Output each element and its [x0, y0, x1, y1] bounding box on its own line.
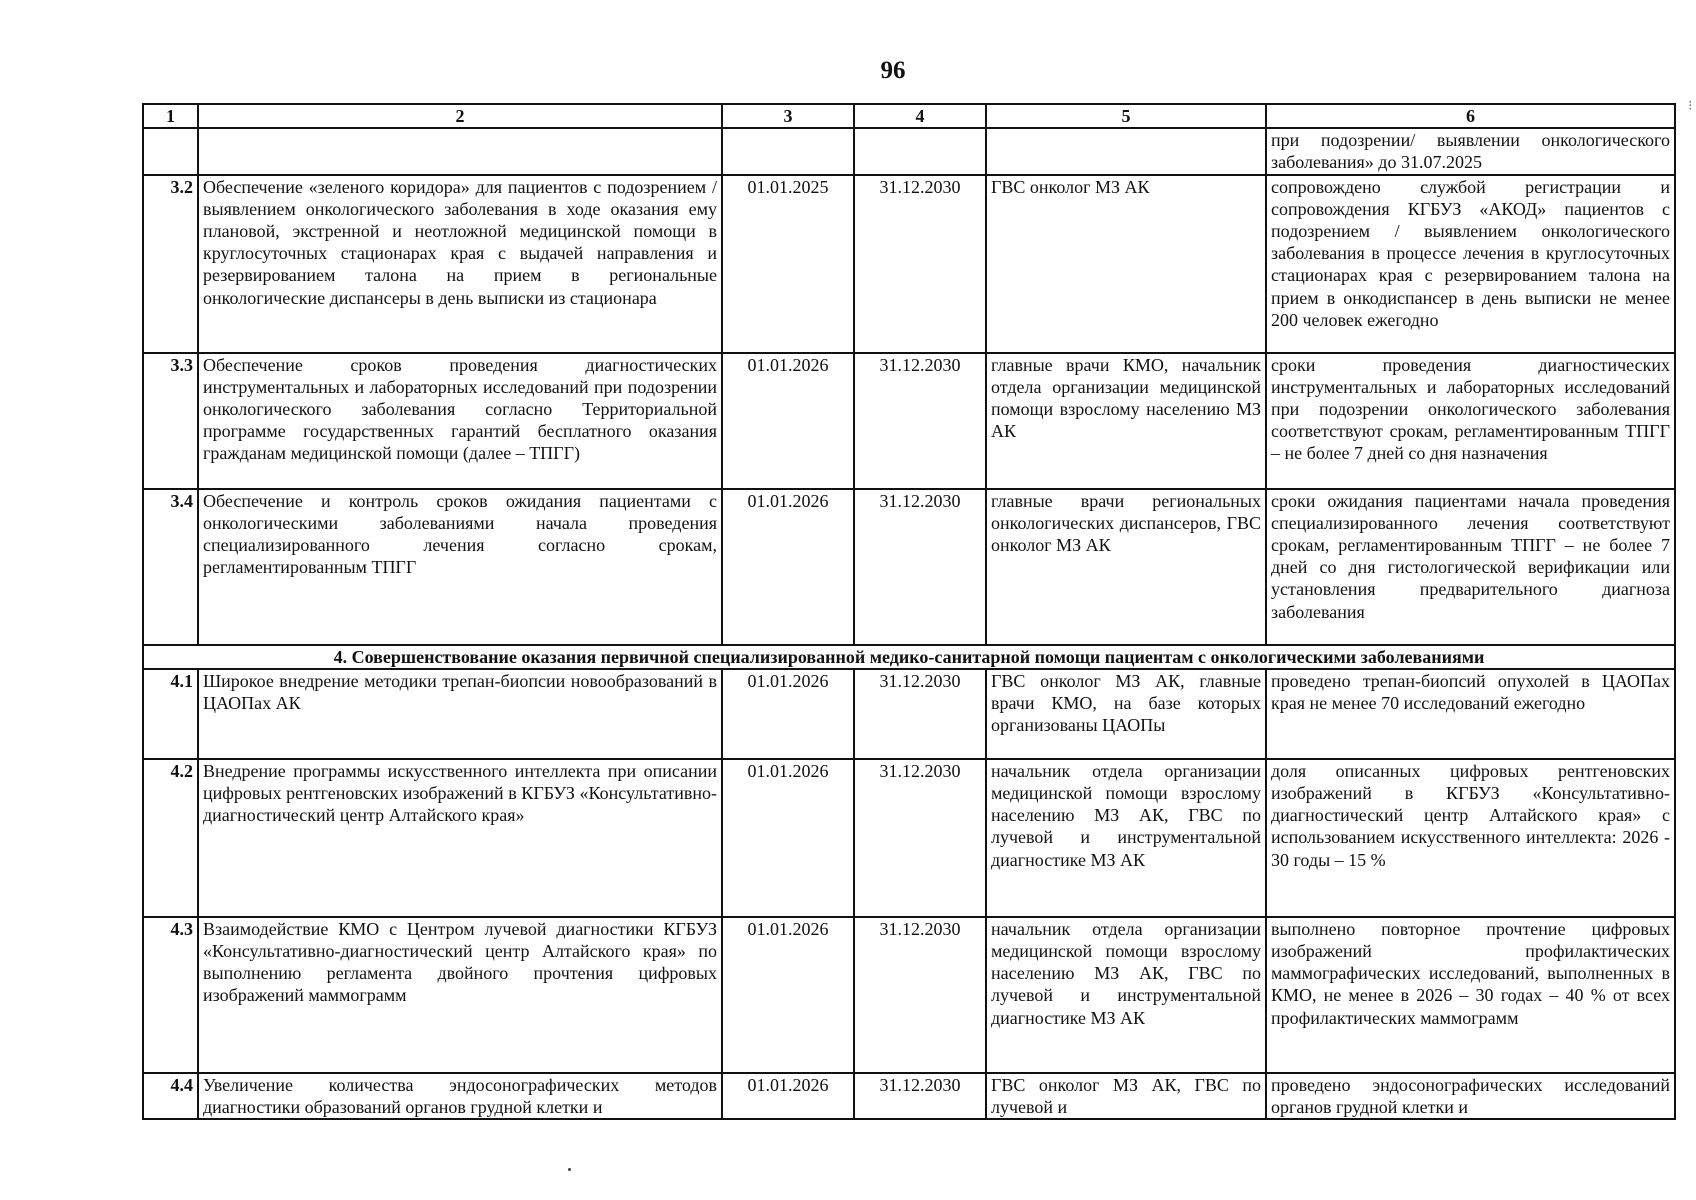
- result-cell: сроки ожидания пациентами начала проведения специализированного лечения соответствуют срокам, регламентированным ТПГГ – не более 7 дней со дня гистологической верификации или установления предварительного диагноза заболевания: [1266, 489, 1675, 645]
- table-row: [143, 1073, 1675, 1119]
- result-cell: при подозрении/ выявлении онкологического заболевания» до 31.07.2025: [1266, 128, 1675, 174]
- activity-name-cell: Обеспечение и контроль сроков ожидания пациентами с онкологическими заболеваниями начала проведения специализированного лечения согласно срокам, регламентированным ТПГГ: [198, 489, 722, 645]
- end-date-cell: 31.12.2030: [854, 175, 986, 353]
- responsible-cell: главные врачи КМО, начальник отдела организации медицинской помощи взрослому населению МЗ АК: [986, 353, 1266, 489]
- end-date-cell: 31.12.2030: [854, 917, 986, 1073]
- end-date-cell: 31.12.2030: [854, 759, 986, 917]
- start-date-cell: 01.01.2026: [722, 489, 854, 645]
- header-cell: 3: [722, 104, 854, 128]
- start-date-cell: 01.01.2026: [722, 1073, 854, 1119]
- continuation-row: [143, 128, 1675, 174]
- item-number-cell: 4.2: [143, 759, 198, 917]
- result-cell: проведено эндосонографических исследований органов грудной клетки и: [1266, 1073, 1675, 1119]
- item-number-cell: 4.1: [143, 669, 198, 759]
- item-number-cell: 3.2: [143, 175, 198, 353]
- header-cell: 5: [986, 104, 1266, 128]
- start-date-cell: 01.01.2026: [722, 759, 854, 917]
- start-date-cell: 01.01.2025: [722, 175, 854, 353]
- responsible-cell: ГВС онколог МЗ АК: [986, 175, 1266, 353]
- item-number-cell: 4.3: [143, 917, 198, 1073]
- activity-name-cell: Увеличение количества эндосонографических методов диагностики образований органов грудной клетки и: [198, 1073, 722, 1119]
- section-heading-row: [143, 645, 1675, 669]
- header-cell: 4: [854, 104, 986, 128]
- end-date-cell: 31.12.2030: [854, 489, 986, 645]
- responsible-cell: ГВС онколог МЗ АК, главные врачи КМО, на базе которых организованы ЦАОПы: [986, 669, 1266, 759]
- responsible-cell: главные врачи региональных онкологических диспансеров, ГВС онколог МЗ АК: [986, 489, 1266, 645]
- section-title: 4. Совершенствование оказания первичной специализированной медико-санитарной помощи пациентам с онкологическими заболеваниями: [143, 645, 1675, 669]
- activities-table: [142, 103, 1676, 1120]
- table-row: [143, 669, 1675, 759]
- activity-name-cell: Широкое внедрение методики трепан-биопсии новообразований в ЦАОПах АК: [198, 669, 722, 759]
- start-date-cell: 01.01.2026: [722, 353, 854, 489]
- activity-name-cell: Взаимодействие КМО с Центром лучевой диагностики КГБУЗ «Консультативно-диагностический центр Алтайского края» по выполнению регламента двойного прочтения цифровых изображений маммограмм: [198, 917, 722, 1073]
- header-cell: 1: [143, 104, 198, 128]
- header-cell: 6: [1266, 104, 1675, 128]
- end-date-cell: 31.12.2030: [854, 669, 986, 759]
- table-row: [143, 759, 1675, 917]
- result-cell: доля описанных цифровых рентгеновских изображений в КГБУЗ «Консультативно-диагностический центр Алтайского края» с использованием искусственного интеллекта: 2026 - 30 годы – 15 %: [1266, 759, 1675, 917]
- result-cell: сроки проведения диагностических инструментальных и лабораторных исследований при подозрении онкологического заболевания соответствуют срокам, регламентированным ТПГГ – не более 7 дней со дня назначения: [1266, 353, 1675, 489]
- header-row: [143, 104, 1675, 128]
- responsible-cell: начальник отдела организации медицинской помощи взрослому населению МЗ АК, ГВС по лучевой и инструментальной диагностике МЗ АК: [986, 917, 1266, 1073]
- activity-name-cell: Внедрение программы искусственного интеллекта при описании цифровых рентгеновских изображений в КГБУЗ «Консультативно-диагностический центр Алтайского края»: [198, 759, 722, 917]
- end-date-cell: 31.12.2030: [854, 1073, 986, 1119]
- responsible-cell: ГВС онколог МЗ АК, ГВС по лучевой и: [986, 1073, 1266, 1119]
- end-date-cell: 31.12.2030: [854, 353, 986, 489]
- scan-edge-mark: ⁝: [1688, 99, 1693, 114]
- result-cell: проведено трепан-биопсий опухолей в ЦАОПах края не менее 70 исследований ежегодно: [1266, 669, 1675, 759]
- table-row: [143, 353, 1675, 489]
- result-cell: сопровождено службой регистрации и сопровождения КГБУЗ «АКОД» пациентов с подозрением / выявлением онкологического заболевания в процессе лечения в круглосуточных стационарах края с резервированием талона на прием в онкодиспансер в день выписки не менее 200 человек ежегодно: [1266, 175, 1675, 353]
- activity-name-cell: Обеспечение сроков проведения диагностических инструментальных и лабораторных исследований при подозрении онкологического заболевания согласно Территориальной программе государственных гарантий бесплатного оказания гражданам медицинской помощи (далее – ТПГГ): [198, 353, 722, 489]
- item-number-cell: 4.4: [143, 1073, 198, 1119]
- responsible-cell: начальник отдела организации медицинской помощи взрослому населению МЗ АК, ГВС по лучевой и инструментальной диагностике МЗ АК: [986, 759, 1266, 917]
- table-row: [143, 175, 1675, 353]
- item-number-cell: 3.3: [143, 353, 198, 489]
- start-date-cell: 01.01.2026: [722, 669, 854, 759]
- header-cell: 2: [198, 104, 722, 128]
- item-number-cell: 3.4: [143, 489, 198, 645]
- start-date-cell: 01.01.2026: [722, 917, 854, 1073]
- table-row: [143, 489, 1675, 645]
- page-number: 96: [880, 57, 906, 84]
- table-row: [143, 917, 1675, 1073]
- activity-name-cell: Обеспечение «зеленого коридора» для пациентов с подозрением / выявлением онкологического заболевания в ходе оказания ему плановой, экстренной и неотложной медицинской помощи в круглосуточных стационарах края с выдачей направления и резервированием талона на прием в региональные онкологические диспансеры в день выписки из стационара: [198, 175, 722, 353]
- result-cell: выполнено повторное прочтение цифровых изображений профилактических маммографических исследований, выполненных в КМО, не менее в 2026 – 30 годах – 40 % от всех профилактических маммограмм: [1266, 917, 1675, 1073]
- scan-speck: [568, 1168, 571, 1171]
